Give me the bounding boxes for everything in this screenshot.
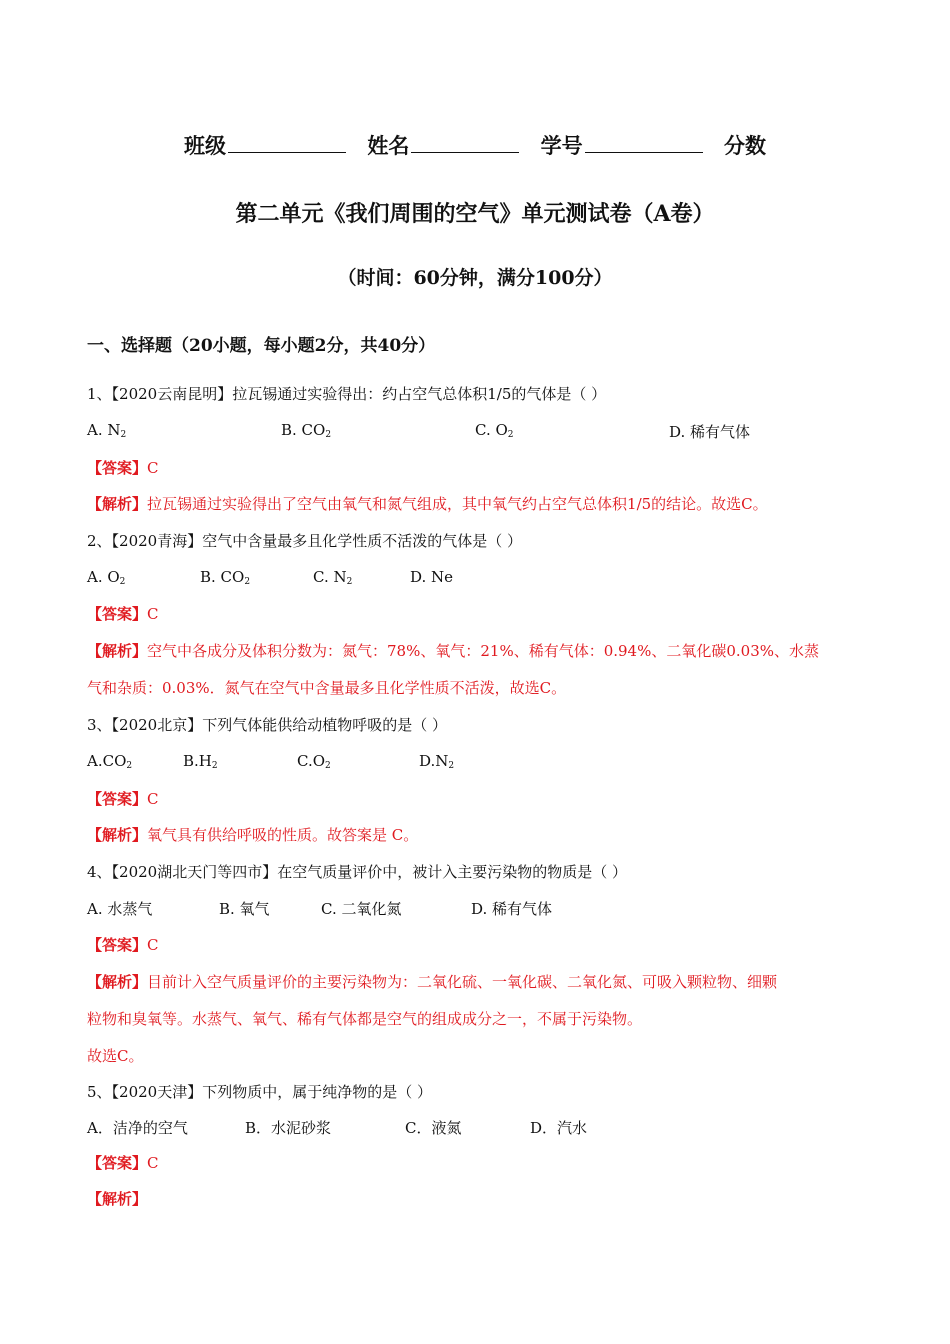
q4-analysis-line-1: 【解析】目前计入空气质量评价的主要污染物为：二氧化硫、一氧化碳、二氧化氮、可吸入颗粒物、细颗 — [87, 973, 778, 991]
q3-answer: 【答案】C — [87, 790, 159, 808]
q2-analysis-line-1: 【解析】空气中各成分及体积分数为：氮气：78%、氧气：21%、稀有气体：0.94%、二氧化碳0.03%、水蒸 — [87, 642, 820, 660]
q4-answer: 【答案】C — [87, 936, 159, 954]
q3-option-c: $C.O_2$ — [297, 752, 331, 771]
q1-option-a: A. $N_2$ — [87, 421, 127, 440]
q1-option-b: B. $CO_2$ — [281, 421, 332, 440]
q4-option-d: D. 稀有气体 — [471, 900, 553, 918]
class-blank — [228, 132, 346, 153]
section-heading: 一、选择题（20小题，每小题2分，共40分） — [87, 336, 436, 356]
q4-option-a: A. 水蒸气 — [87, 900, 153, 918]
q4-analysis-line-3: 故选C。 — [87, 1047, 144, 1065]
q1-option-c: C. $O_2$ — [475, 421, 514, 440]
page-subtitle: （时间：60分钟，满分100分） — [337, 267, 613, 289]
question-1-stem: 1、【2020云南昆明】拉瓦锡通过实验得出：约占空气总体积1/5的气体是（ ） — [87, 385, 607, 403]
q5-analysis: 【解析】 — [87, 1190, 148, 1208]
question-2-stem: 2、【2020青海】空气中含量最多且化学性质不活泼的气体是（ ） — [87, 532, 522, 550]
q3-option-d: $D.N_2$ — [419, 752, 455, 771]
question-3-stem: 3、【2020北京】下列气体能供给动植物呼吸的是（ ） — [87, 716, 447, 734]
q4-option-b: B. 氧气 — [219, 900, 270, 918]
q5-option-c: C．液氮 — [405, 1119, 462, 1137]
q5-option-d: D．汽水 — [530, 1119, 588, 1137]
q5-option-a: A．洁净的空气 — [87, 1119, 188, 1137]
name-blank — [411, 132, 519, 153]
q2-option-b: B. $CO_2$ — [200, 568, 251, 587]
q2-analysis-line-2: 气和杂质：0.03%．氮气在空气中含量最多且化学性质不活泼，故选C。 — [87, 679, 567, 697]
page-title: 第二单元《我们周围的空气》单元测试卷（A卷） — [235, 201, 715, 227]
q1-analysis: 【解析】拉瓦锡通过实验得出了空气由氧气和氮气组成，其中氧气约占空气总体积1/5的结论。故选C。 — [87, 495, 768, 513]
name-label: 姓名 — [367, 133, 410, 158]
q2-option-a: A. $O_2$ — [87, 568, 126, 587]
q4-option-c: C. 二氧化氮 — [321, 900, 402, 918]
q5-option-b: B．水泥砂浆 — [245, 1119, 332, 1137]
id-blank — [585, 132, 703, 153]
id-label: 学号 — [540, 133, 583, 158]
q2-option-d: D. Ne — [410, 568, 454, 586]
q3-analysis: 【解析】氧气具有供给呼吸的性质。故答案是 C。 — [87, 826, 419, 844]
student-info-line — [0, 130, 950, 160]
q2-answer: 【答案】C — [87, 605, 159, 623]
q3-option-b: $B.H_2$ — [183, 752, 218, 771]
q5-answer: 【答案】C — [87, 1154, 159, 1172]
question-4-stem: 4、【2020湖北天门等四市】在空气质量评价中，被计入主要污染物的物质是（ ） — [87, 863, 627, 881]
q4-analysis-line-2: 粒物和臭氧等。水蒸气、氧气、稀有气体都是空气的组成成分之一，不属于污染物。 — [87, 1010, 643, 1028]
q2-option-c: C. $N_2$ — [313, 568, 353, 587]
score-label: 分数 — [723, 133, 766, 158]
q1-answer: 【答案】C — [87, 459, 159, 477]
class-label: 班级 — [184, 133, 227, 158]
q1-option-d: D. 稀有气体 — [669, 423, 751, 441]
q3-option-a: $A.CO_2$ — [87, 752, 133, 771]
question-5-stem: 5、【2020天津】下列物质中，属于纯净物的是（ ） — [87, 1083, 432, 1101]
